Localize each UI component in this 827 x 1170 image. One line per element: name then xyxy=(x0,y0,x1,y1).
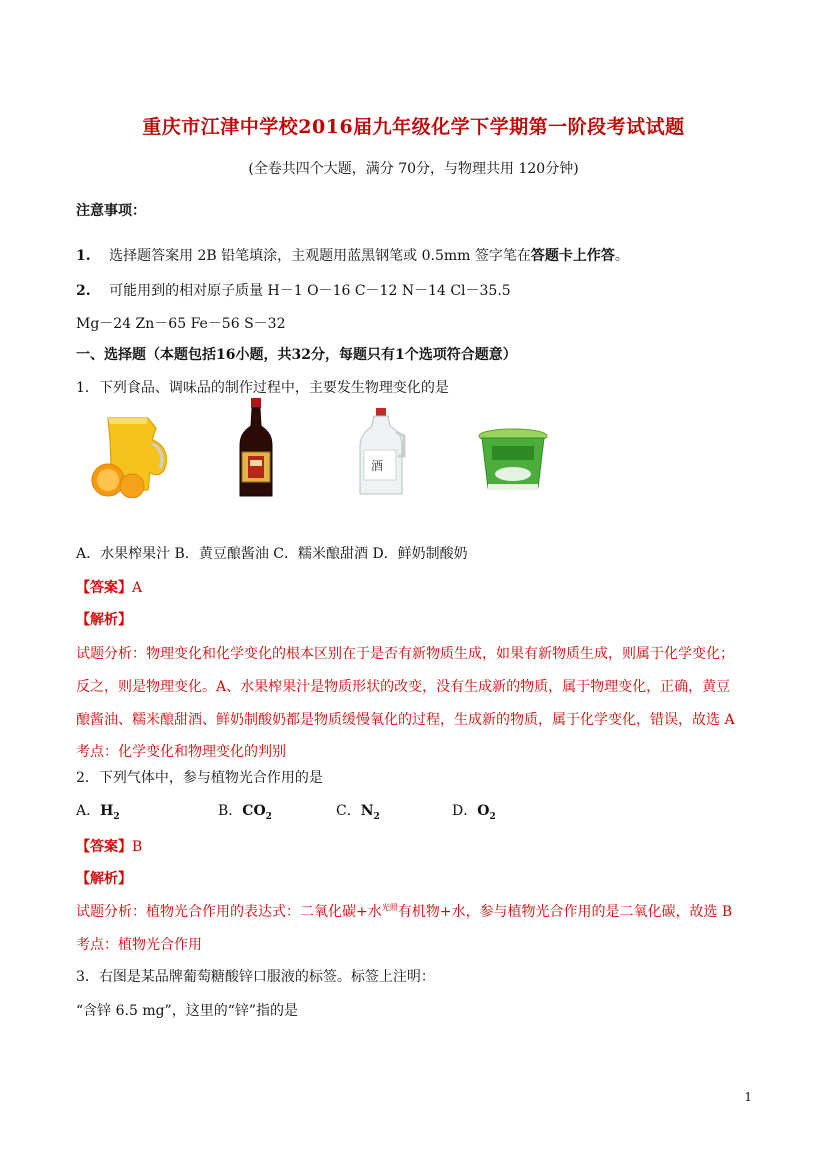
q2-option-b-letter: B． xyxy=(218,803,243,819)
soy-sauce-bottle-image xyxy=(234,396,278,502)
notice-2-continuation: Mg－24 Zn－65 Fe－56 S－32 xyxy=(76,316,286,332)
q1-analysis-line-2: 反之，则是物理变化。A、水果榨果汁是物质形状的改变，没有生成新的物质，属于物理变化，正确，黄豆 xyxy=(76,679,731,695)
notice-item-2 xyxy=(76,280,511,300)
q1-stem: 1．下列食品、调味品的制作过程中，主要发生物理变化的是 xyxy=(76,380,449,396)
q2-answer-value: B xyxy=(132,839,143,855)
svg-text:酒: 酒 xyxy=(371,459,384,473)
q2-option-c-formula: N xyxy=(360,803,374,819)
q1-analysis-label: 【解析】 xyxy=(76,612,132,628)
q2-option-d-formula: O xyxy=(477,803,490,819)
notice-1-bold: 答题卡上作答 xyxy=(530,248,615,264)
page-number: 1 xyxy=(744,1090,752,1104)
q3-stem: 3．右图是某品牌葡萄糖酸锌口服液的标签。标签上注明： xyxy=(76,969,435,985)
q2-option-d-letter: D． xyxy=(452,803,478,819)
notice-2-text: 可能用到的相对原子质量 H－1 O－16 C－12 N－14 Cl－35.5 xyxy=(109,283,511,299)
q1-answer-label: 【答案】 xyxy=(76,580,132,596)
q2-option-d xyxy=(452,800,496,822)
q2-option-b xyxy=(218,800,272,822)
q2-option-a-formula: H xyxy=(100,803,114,819)
q2-point: 考点：植物光合作用 xyxy=(76,937,202,953)
q2-stem: 2．下列气体中，参与植物光合作用的是 xyxy=(76,770,323,786)
q2-option-c-letter: C． xyxy=(336,803,361,819)
q1-point: 考点：化学变化和物理变化的判别 xyxy=(76,744,286,760)
q2-answer-label: 【答案】 xyxy=(76,839,132,855)
q2-option-d-subscript: 2 xyxy=(489,812,496,822)
notice-heading: 注意事项： xyxy=(76,203,146,219)
notice-1-text: 选择题答案用 2B 铅笔填涂，主观题用蓝黑钢笔或 0.5mm 签字笔在 xyxy=(109,248,531,264)
q1-answer-value: A xyxy=(132,580,143,596)
notice-1-end: 。 xyxy=(614,248,629,264)
q2-option-a-letter: A． xyxy=(76,803,101,819)
document-subtitle: (全卷共四个大题，满分 70分，与物理共用 120分钟) xyxy=(248,161,579,177)
q2-analysis-part-1: 试题分析：植物光合作用的表达式：二氧化碳+水 xyxy=(76,904,382,920)
rice-wine-bottle-image xyxy=(356,406,408,498)
notice-2-number: 2. xyxy=(76,283,91,299)
q2-option-c-subscript: 2 xyxy=(373,812,380,822)
q3-stem-line-2: “含锌 6.5 mg”，这里的“锌”指的是 xyxy=(76,1003,299,1019)
q1-analysis-line-1: 试题分析：物理变化和化学变化的根本区别在于是否有新物质生成，如果有新物质生成，则属于化学变化； xyxy=(76,646,734,662)
q2-option-a xyxy=(76,800,120,822)
document-title: 重庆市江津中学校2016届九年级化学下学期第一阶段考试试题 xyxy=(142,116,685,138)
orange-juice-pitcher-image xyxy=(86,410,176,498)
q2-answer xyxy=(76,836,142,856)
q2-option-b-formula: CO xyxy=(242,803,266,819)
q2-analysis xyxy=(76,901,732,921)
q1-answer xyxy=(76,577,142,597)
notice-1-number: 1. xyxy=(76,248,91,264)
q2-analysis-label: 【解析】 xyxy=(76,871,132,887)
q2-option-a-subscript: 2 xyxy=(113,812,120,822)
notice-item-1 xyxy=(76,245,629,265)
yogurt-cup-image xyxy=(478,428,548,494)
q2-analysis-part-2: 有机物+水，参与植物光合作用的是二氧化碳，故选 B xyxy=(397,904,733,920)
q2-option-c xyxy=(336,800,380,822)
q1-options: A．水果榨果汁 B．黄豆酿酱油 C．糯米酿甜酒 D．鲜奶制酸奶 xyxy=(76,546,468,562)
q2-analysis-light-condition: 光照 xyxy=(381,903,398,912)
q2-option-b-subscript: 2 xyxy=(265,812,272,822)
section-1-heading: 一、选择题（本题包括16小题，共32分，每题只有1个选项符合题意） xyxy=(76,347,517,363)
q1-analysis-line-3: 酿酱油、糯米酿甜酒、鲜奶制酸奶都是物质缓慢氧化的过程，生成新的物质，属于化学变化，错误，故选 A xyxy=(76,712,735,728)
